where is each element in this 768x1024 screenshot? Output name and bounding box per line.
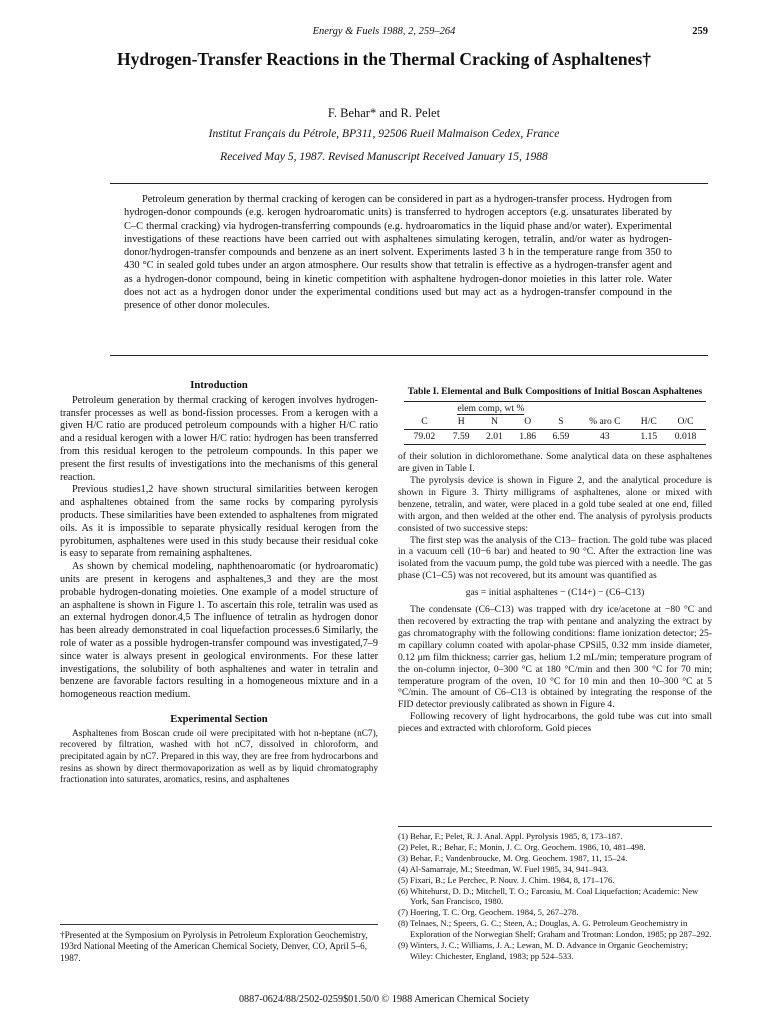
right-paragraph-1: of their solution in dichloromethane. Some analytical data on these asphaltenes are given in Table I.	[398, 451, 712, 475]
references-list	[398, 826, 712, 962]
table-1-header-row	[404, 415, 705, 429]
reference-item: (1) Behar, F.; Pelet, R. J. Anal. Appl. Pyrolysis 1985, 8, 173–187.	[398, 831, 623, 841]
introduction-heading: Introduction	[190, 380, 248, 391]
reference-item: (5) Fixari, B.; Le Perchec, P. Nouv. J. Chim. 1984, 8, 171–176.	[398, 874, 615, 885]
reference-item: (3) Behar, F.; Vandenbroucke, M. Org. Geochem. 1987, 11, 15–24.	[398, 852, 628, 863]
table-1-cell: 1.86	[511, 430, 544, 445]
table-1-cell: 2.01	[478, 430, 511, 445]
reference-item: (9) Winters, J. C.; Williams, J. A.; Lewan, M. D. Advance in Organic Geochemistry; Wiley: Chichester, England, 1983; pp 524–533.	[398, 940, 689, 961]
table-1-col: O	[511, 415, 544, 429]
abstract-bottom-rule	[110, 355, 708, 356]
table-1	[404, 401, 705, 446]
title-footnote: †Presented at the Symposium on Pyrolysis in Petroleum Exploration Geochemistry, 193rd National Meeting of the American Chemical Society, Denver, CO, April 5–6, 1987.	[60, 924, 378, 964]
table-1-cell: 43	[578, 430, 633, 445]
table-1-col: % aro C	[578, 415, 633, 429]
right-paragraph-4: The condensate (C6–C13) was trapped with dry ice/acetone at −80 °C and then recovered by extracting the trap with pentane and analyzing the extract by gas chromatography with the following conditions: flame ionization detector; 25-m capillary column coated with apolar-phase CPSil5, 0.32 mm inside diameter, 0.12 μm film thickness; carrier gas, helium 1.2 mL/min; temperature program of the on-column injector, 0–300 °C at 180 °C/min and then 300 °C for 70 min; temperature program of the oven, 10 °C for 10 min and then 10–300 °C at 5 °C/min. The amount of C6–C13 is obtained by integrating the response of the FID detector previously calibrated as shown in Figure 4.	[398, 604, 712, 711]
abstract: Petroleum generation by thermal cracking of kerogen can be considered in part as a hydrogen-transfer process. Hydrogen from hydrogen-donor compounds (e.g. kerogen hydroaromatic units) is transferred to hydrogen acceptors (e.g. unsaturates liberated by C–C thermal cracking) via hydrogen-transferring compounds (e.g. hydroaromatics in the liquid phase and/or water). Experimental investigations of these reactions have been carried out with asphaltenes simulating kerogen, tetralin, and/or water as hydrogen-donor/hydrogen-transfer compounds and benzene as an inert solvent. Experiments lasted 3 h in the temperature range from 350 to 430 °C in sealed gold tubes under an argon atmosphere. Our results show that tetralin is effective as a hydrogen-transfer agent and as a hydrogen-donor compound, being in kinetic competition with asphaltene hydrogen-donor moieties in this latter role. Water does not act as a hydrogen donor under the experimental conditions used but may act as a hydrogen-transfer compound in the presence of other donor molecules.	[124, 194, 672, 311]
author-affiliation: Institut Français du Pétrole, BP311, 92506 Rueil Malmaison Cedex, France	[208, 128, 560, 140]
gas-equation: gas = initial asphaltenes − (C14+) − (C6–C13)	[465, 587, 645, 599]
right-paragraph-2: The pyrolysis device is shown in Figure 2, and the analytical procedure is shown in Figure 3. Thirty milligrams of asphaltenes, alone or mixed with benzene, tetralin, and water, were placed in a gold tube sealed at one end, filled with argon, and then welded at the other end. The analysis of pyrolysis products consisted of two successive steps:	[398, 475, 712, 534]
experimental-paragraph: Asphaltenes from Boscan crude oil were precipitated with hot n-heptane (nC7), recovered by filtration, washed with hot nC7, dissolved in chloroform, and precipitated again by nC7. Prepared in this way, they are free from hydrocarbons and resins as shown by direct thermovaporization as well as by liquid chromatography fractionation into saturates, aromatics, resins, and asphaltenes	[60, 728, 378, 786]
journal-citation: Energy & Fuels 1988, 2, 259–264	[312, 26, 456, 37]
running-head	[60, 26, 708, 40]
table-1-cell: 0.018	[665, 430, 705, 445]
table-1-col: N	[478, 415, 511, 429]
copyright-line: 0887-0624/88/2502-0259$01.50/0 © 1988 American Chemical Society	[238, 994, 530, 1005]
received-dates: Received May 5, 1987. Revised Manuscript Received January 15, 1988	[220, 151, 548, 163]
intro-paragraph-1: Petroleum generation by thermal cracking of kerogen involves hydrogen-transfer processes as well as bond-fission processes. From a kerogen with a given H/C ratio are produced petroleum compounds with a higher H/C ratio and a residual kerogen with a lower H/C ratio: hydrogen has been transferred from this residual kerogen to the petroleum compounds. In this paper we present the first results of investigations into the mechanisms of this general reaction.	[60, 394, 378, 483]
intro-paragraph-3: As shown by chemical modeling, naphthenoaromatic (or hydroaromatic) units are present in kerogens and asphaltenes,3 and they are the most probable hydrogen-donating moieties. One example of a model structure of an asphaltene is shown in Figure 1. To ascertain this role, tetralin was used as an external hydrogen donor.4,5 The influence of tetralin as hydrogen donor has been already demonstrated in coal liquefaction processes.6 Similarly, the role of water as a possible hydrogen-transfer compound was investigated,7–9 since water is always present in geological environments. For these latter investigations, the solubility of both asphaltenes and water in tetralin and benzene are favorable factors resulting in a homogeneous mixture and in a homogeneous reaction medium.	[60, 561, 378, 701]
reference-item: (4) Al-Samarraje, M.; Steedman, W. Fuel 1985, 34, 941–943.	[398, 863, 609, 874]
article-title: Hydrogen-Transfer Reactions in the Thermal Cracking of Asphaltenes†	[117, 49, 651, 69]
reference-item: (6) Whitehurst, D. D.; Mitchell, T. O.; Farcasiu, M. Coal Liquefaction; Academic: New York, San Francisco, 1980.	[398, 885, 699, 907]
intro-paragraph-2: Previous studies1,2 have shown structural similarities between kerogen and asphaltenes obtained from the same rocks by comparing pyrolysis products. These similarities have been extended to asphaltenes from migrated oils. As it is impossible to separate physically residual kerogen from the pyrobitumen, asphaltenes were used in this study because their residual coke is easy to separate from remaining asphaltenes.	[60, 484, 378, 560]
table-1-col: O/C	[665, 415, 705, 429]
abstract-top-rule	[110, 183, 708, 184]
table-1-group-header: elem comp, wt %	[404, 401, 577, 415]
table-1-cell: 7.59	[445, 430, 478, 445]
page-number: 259	[692, 26, 708, 37]
table-1-data-row	[404, 430, 705, 445]
article-authors: F. Behar* and R. Pelet	[327, 106, 441, 120]
table-1-col: H	[445, 415, 478, 429]
right-column	[398, 386, 712, 735]
reference-item: (2) Pelet, R.; Behar, F.; Monin, J. C. Org. Geochem. 1986, 10, 481–498.	[398, 841, 646, 852]
table-1-col: C	[404, 415, 444, 429]
table-1-col: H/C	[632, 415, 665, 429]
right-paragraph-3: The first step was the analysis of the C13– fraction. The gold tube was placed in a vacuum cell (10−6 bar) and heated to 90 °C. After the extraction line was isolated from the vacuum pump, the gold tube was pierced with a needle. The gas phase (C1–C5) was not recovered, but its amount was quantified as	[398, 534, 712, 582]
table-1-cell: 6.59	[544, 430, 577, 445]
reference-item: (8) Telnaes, N.; Speers, G. C.; Steen, A.; Douglas, A. G. Petroleum Geochemistry in Exploration of the Norwegian Shelf; Graham and Trotman: London, 1985; pp 287–292.	[398, 918, 712, 940]
reference-item: (7) Hoering, T. C. Org. Geochem. 1984, 5, 267–278.	[398, 907, 579, 918]
left-column	[60, 380, 378, 787]
table-1-cell: 1.15	[632, 430, 665, 445]
table-1-caption: Table I. Elemental and Bulk Compositions of Initial Boscan Asphaltenes	[407, 386, 703, 397]
table-1-cell: 79.02	[404, 430, 444, 445]
table-1-col: S	[544, 415, 577, 429]
experimental-heading: Experimental Section	[170, 713, 268, 725]
right-paragraph-5: Following recovery of light hydrocarbons, the gold tube was cut into small pieces and extracted with chloroform. Gold pieces	[398, 711, 712, 735]
